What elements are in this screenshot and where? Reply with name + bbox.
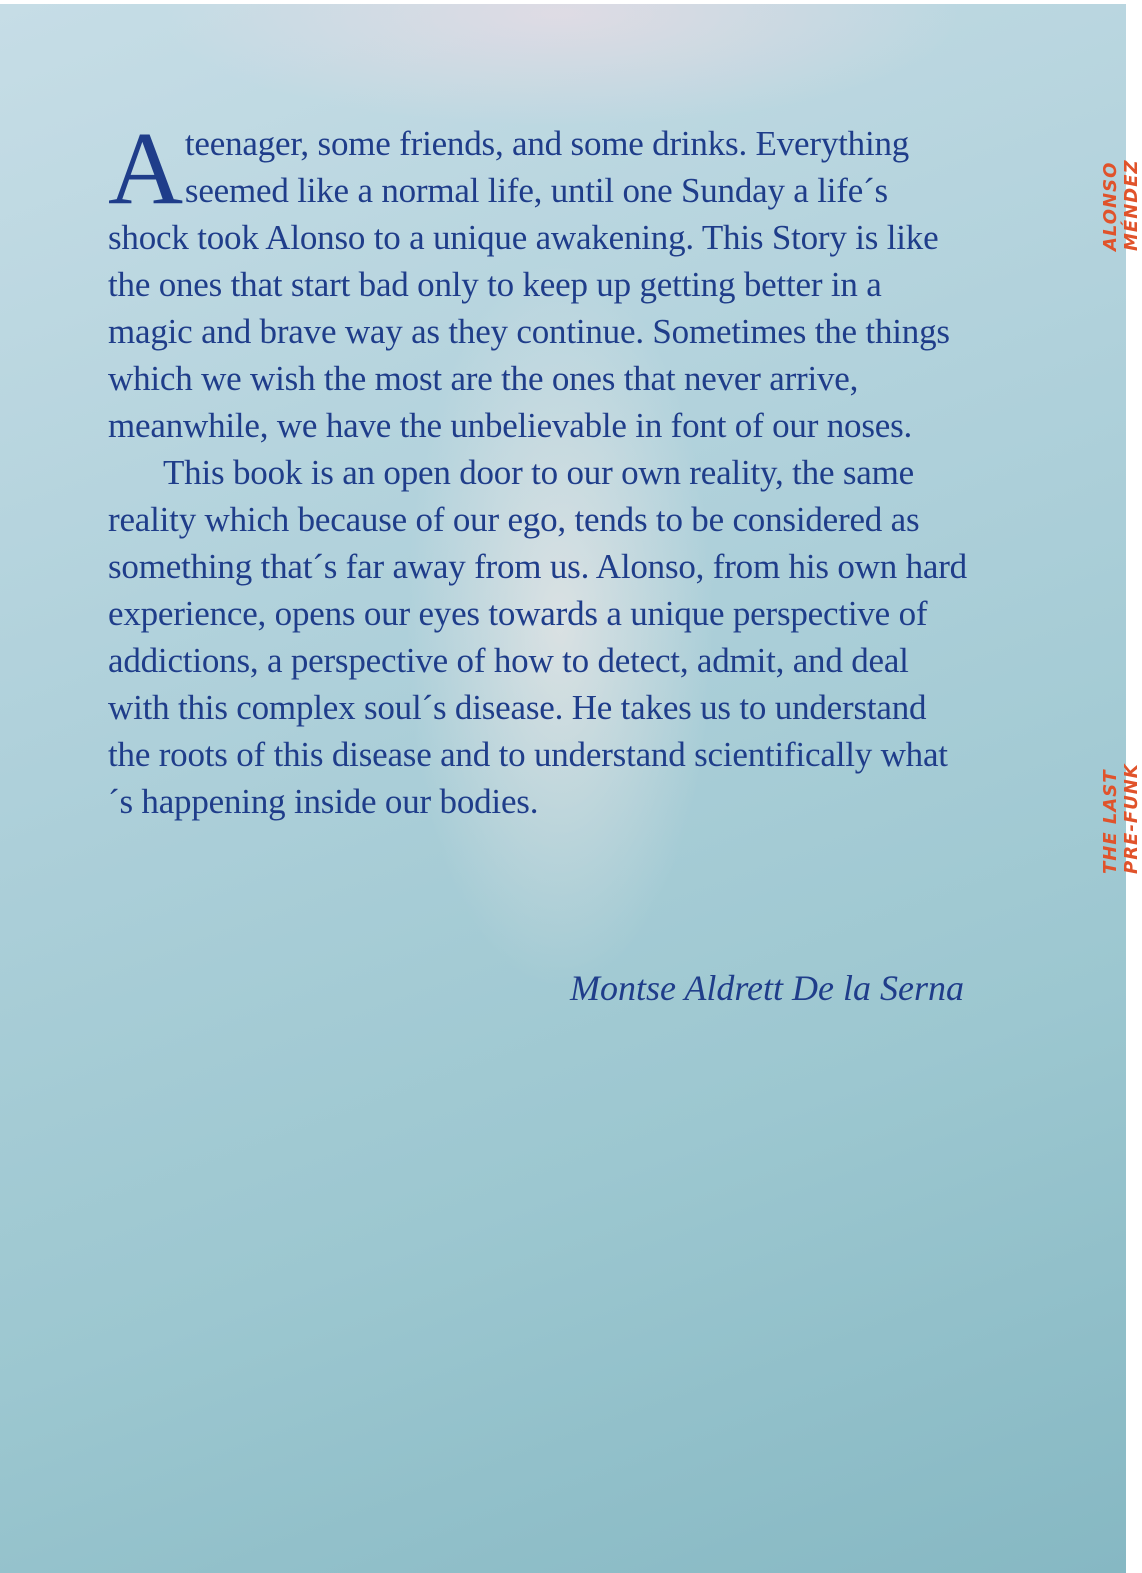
blurb-paragraph-1 bbox=[108, 111, 968, 449]
back-cover bbox=[0, 4, 1142, 1573]
drop-cap: A bbox=[108, 111, 183, 226]
spine-author: ALONSO MÉNDEZ bbox=[1100, 159, 1142, 251]
blurb-text bbox=[108, 111, 968, 825]
paragraph-1-text: teenager, some friends, and some drinks. Everything seemed like a normal life, until one Sunday a life´s shock took Alonso to a unique awakening. This Story is like the ones that start bad only to keep up getting better in a magic and brave way as they continue. Sometimes the things which we wish the most are the ones that never arrive, meanwhile, we have the unbelievable in font of our noses. bbox=[108, 124, 950, 445]
blurb-paragraph-2: This book is an open door to our own reality, the same reality which because of our ego, tends to be considered as something that´s far away from us. Alonso, from his own hard experience, opens our eyes towards a unique perspective of addictions, a perspective of how to detect, admit, and deal with this complex soul´s disease. He takes us to understand the roots of this disease and to understand scientifically what´s happening inside our bodies. bbox=[108, 453, 967, 821]
spine-title: THE LAST PRE-FUNK bbox=[1100, 763, 1142, 874]
signature: Montse Aldrett De la Serna bbox=[570, 968, 964, 1008]
